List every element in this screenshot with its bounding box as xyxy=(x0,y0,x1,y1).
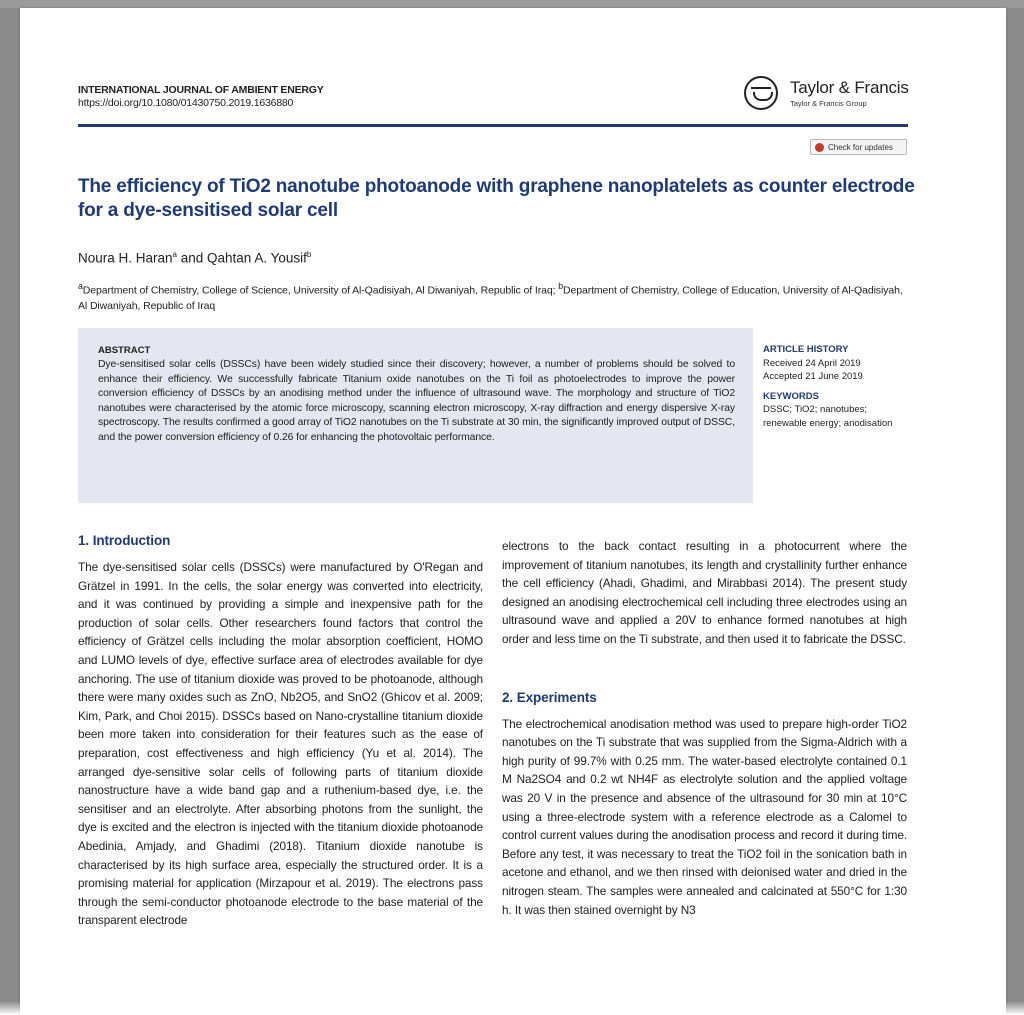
check-updates-button[interactable] xyxy=(810,139,907,155)
header-rule xyxy=(78,124,908,127)
left-column xyxy=(78,530,483,930)
check-updates-label: Check for updates xyxy=(828,143,893,152)
keywords-heading: KEYWORDS xyxy=(763,390,819,402)
author-affil-sup: b xyxy=(306,250,312,259)
experiments-text: The electrochemical anodisation method was used to prepare high-order TiO2 nanotubes on the Ti substrate that was supplied from the Sigma-Aldrich with a high purity of 99.7% with 0.25 mm. The water-based electrolyte contained 0.1 M Na2SO4 and 0.2 wt NH4F as electrolyte solution and the applied voltage was 20 V in the presence and absence of the ultrasound for 30 min at 10°C using a three-electrode system with a reference electrode as a Calomel to control current values during the anodisation process and record it during time. Before any test, it was necessary to treat the TiO2 foil in the sonication bath in acetone and ethanol, and we then rinsed with deionised water and dried in the nitrogen steam. The samples were annealed and calcinated at 550°C for 1:30 h. It was then stained overnight by N3 xyxy=(502,716,907,917)
publisher-name: Taylor & Francis xyxy=(790,78,909,97)
affiliation-a: Department of Chemistry, College of Science, University of Al-Qadisiyah, Al Diwaniyah, Republic of Iraq; xyxy=(82,284,559,297)
received-date: Received 24 April 2019 xyxy=(763,357,861,369)
section-heading-introduction: 1. Introduction xyxy=(78,533,171,548)
keywords-text: DSSC; TiO2; nanotubes; renewable energy; anodisation xyxy=(763,404,893,429)
lamp-icon xyxy=(744,76,778,110)
check-updates-icon xyxy=(815,143,824,152)
affiliation-b: Department of Chemistry, College of Education, University of Al-Qadisiyah, Al Diwaniyah, Republic of Iraq xyxy=(78,284,903,312)
affil-sup: a xyxy=(78,281,83,291)
article-history-heading: ARTICLE HISTORY xyxy=(763,344,849,355)
author-name[interactable]: Noura H. Haran xyxy=(78,250,173,266)
author-name[interactable]: Qahtan A. Yousif xyxy=(207,250,307,266)
article-sidebar xyxy=(763,343,913,430)
abstract-box xyxy=(78,328,753,503)
background-strip xyxy=(0,0,1024,8)
abstract-text: Dye-sensitised solar cells (DSSCs) have been widely studied since their discovery; however, a number of problems should be solved to enhance their efficiency. We successfully fabricate Titanium oxide nanotubes on the Ti foil as photoelectrodes to improve the power conversion efficiency of DSSCs by an anodising method under the influence of ultrasound wave. The morphology and structure of TiO2 nanotubes were characterised by the atomic force microscopy, scanning electron microscopy, X-ray diffraction and energy dispersive X-ray spectroscopy. The results confirmed a good array of TiO2 nanotubes on the Ti substrate at 30 min, the significantly improved output of DSSC, and the power conversion efficiency of 0.26 for enhancing the photovoltaic performance. xyxy=(98,359,735,443)
introduction-continued-text: electrons to the back contact resulting in a photocurrent where the improvement of titanium nanotubes, its length and crystallinity further enhance the cell efficiency (Ahadi, Ghadimi, and Mirabbasi 2014). The present study designed an anodising electrochemical cell including three electrodes using an ultrasound wave and applied a 20V to enhance formed nanotubes at high order and less time on the Ti substrate, and then used it to fabricate the DSSC. xyxy=(502,539,907,646)
abstract-heading: ABSTRACT xyxy=(98,345,151,356)
affil-sup: b xyxy=(558,281,563,291)
author-list xyxy=(78,250,311,266)
article-title: The efficiency of TiO2 nanotube photoanode with graphene nanoplatelets as counter electrode for a dye-sensitised solar cell xyxy=(78,176,915,221)
right-column xyxy=(502,537,907,919)
bottom-fade xyxy=(0,1001,1024,1015)
journal-name: INTERNATIONAL JOURNAL OF AMBIENT ENERGY xyxy=(78,84,324,96)
section-heading-experiments: 2. Experiments xyxy=(502,689,597,705)
author-affil-sup: a xyxy=(172,250,177,259)
author-conjunction: and xyxy=(177,250,208,266)
doi-link[interactable]: https://doi.org/10.1080/01430750.2019.1636880 xyxy=(78,97,294,109)
publisher-group: Taylor & Francis Group xyxy=(790,99,867,108)
journal-header xyxy=(78,84,324,110)
affiliations xyxy=(78,279,908,314)
publisher-logo xyxy=(744,72,914,120)
introduction-text: The dye-sensitised solar cells (DSSCs) were manufactured by O'Regan and Grätzel in 1991. In the cells, the solar energy was converted into electricity, and it was continued by providing a simple and inexpensive path for the production of solar cells. Other researchers found factors that control the efficiency of Grätzel cells including the molar absorption coefficient, HOMO and LUMO levels of dye, effective surface area of electrodes available for dye anchoring. The use of titanium dioxide was proved to be photoanode, although there were many oxides such as ZnO, Nb2O5, and SnO2 (Ghicov et al. 2009; Kim, Park, and Choi 2015). DSSCs based on Nano-crystalline titanium dioxide been more taken into consideration for their features such as the ease of preparation, cost effectiveness and high efficiency (Yu et al. 2014). The arranged dye-sensitive solar cells of following parts of titanium dioxide nanostructure have a wide band gap and a ruthenium-based dye, i.e. the sensitiser and an electrolyte. After absorbing photons from the sunlight, the dye is excited and the electron is injected with the titanium dioxide photoanode Abedinia, Amjady, and Ghadimi (2018). Titanium dioxide nanotube is characterised by its high surface area, especially the structured order. It is a promising material for application (Mirzapour et al. 2019). The electrons pass through the semi-conductor photoanode electrode to the base material of the transparent electrode xyxy=(78,560,483,928)
accepted-date: Accepted 21 June 2019 xyxy=(763,371,863,382)
